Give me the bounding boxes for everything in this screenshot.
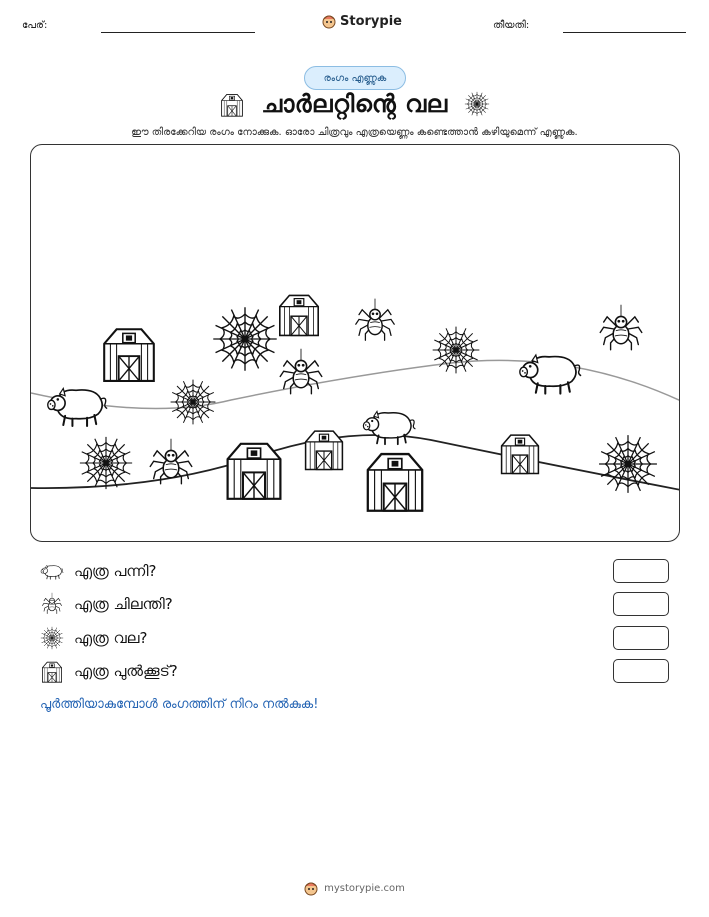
- footer-url[interactable]: mystorypie.com: [324, 882, 405, 894]
- web-icon: [40, 626, 64, 650]
- answer-box-webs[interactable]: [613, 626, 669, 650]
- pie-mascot-icon: [304, 880, 318, 896]
- barn-icon: [219, 91, 245, 117]
- brand: [322, 13, 402, 29]
- name-label: പേര്:: [22, 20, 48, 31]
- question-spiders: [40, 591, 173, 617]
- footer: [0, 880, 709, 896]
- question-barns: [40, 658, 178, 684]
- web: [213, 307, 276, 370]
- barn: [104, 329, 154, 381]
- question-text: എത്ര പന്നി?: [74, 562, 157, 580]
- name-line[interactable]: [101, 32, 255, 33]
- spider: [280, 349, 322, 394]
- spider: [356, 299, 394, 341]
- pie-mascot-icon: [322, 13, 336, 29]
- answer-box-spiders[interactable]: [613, 592, 669, 616]
- counting-scene: [30, 144, 680, 542]
- barn: [280, 295, 318, 335]
- date-label: തീയതി:: [493, 20, 530, 31]
- instructions: ഈ തിരക്കേറിയ രംഗം നോക്കുക. ഓരോ ചിത്രവും എത്രയെണ്ണം കണ്ടെത്താൻ കഴിയുമെന്ന് എണ്ണുക.: [131, 127, 578, 138]
- activity-badge: രംഗം എണ്ണുക: [304, 66, 406, 90]
- barn-icon: [40, 659, 64, 683]
- web: [80, 437, 132, 489]
- pig-icon: [40, 561, 64, 581]
- question-text: എത്ര പുൽക്കൂട്?: [74, 662, 178, 680]
- answer-box-pigs[interactable]: [613, 559, 669, 583]
- brand-name: Storypie: [340, 13, 402, 29]
- barn: [228, 444, 281, 499]
- pig: [363, 411, 415, 444]
- spider: [600, 305, 642, 350]
- answer-box-barns[interactable]: [613, 659, 669, 683]
- barn: [502, 435, 539, 473]
- page-title: ചാർലറ്റിന്റെ വല: [261, 90, 448, 118]
- question-webs: [40, 625, 147, 651]
- web: [171, 380, 216, 425]
- web: [599, 435, 657, 493]
- title-row: [0, 90, 709, 118]
- scene-illustration: [31, 145, 680, 542]
- coloring-note: പൂർത്തിയാകുമ്പോൾ രംഗത്തിന് നിറം നൽകുക!: [40, 697, 319, 712]
- question-text: എത്ര ചിലന്തി?: [74, 595, 173, 613]
- question-text: എത്ര വല?: [74, 629, 148, 647]
- web-icon: [464, 91, 490, 117]
- pig: [48, 388, 107, 425]
- spider: [150, 439, 192, 484]
- question-pigs: [40, 558, 156, 584]
- date-line[interactable]: [563, 32, 686, 33]
- web: [433, 327, 480, 374]
- barn: [306, 431, 343, 469]
- spider-icon: [40, 592, 64, 616]
- barn: [368, 454, 422, 511]
